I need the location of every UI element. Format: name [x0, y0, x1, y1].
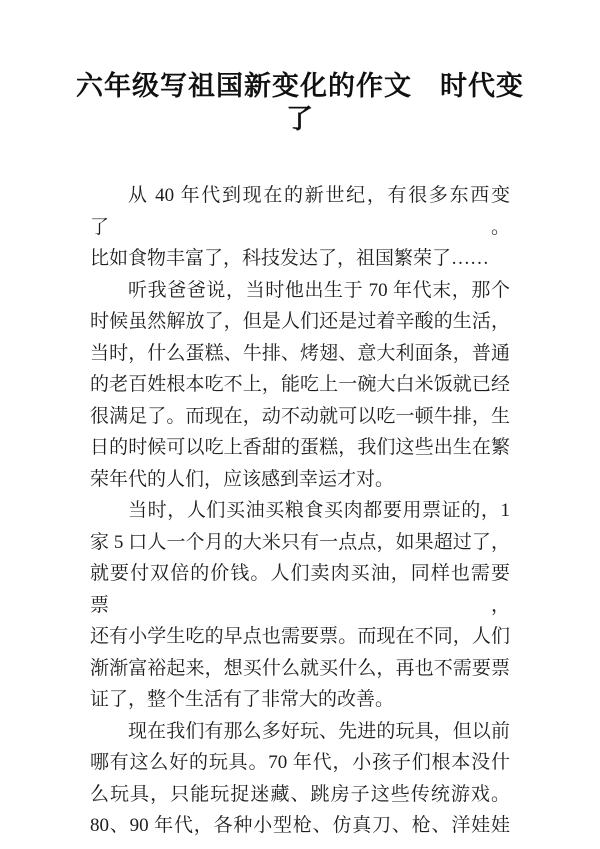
text-line: 渐渐富裕起来，想买什么就买什么，再也不需要票	[90, 657, 510, 679]
text-line: 现在我们有那么多好玩、先进的玩具，但以前	[128, 720, 510, 742]
text-line: 哪有这么好的玩具。70 年代，小孩子们根本没什	[90, 752, 510, 773]
text-line: 80、90 年代，各种小型枪、仿真刀、枪、洋娃娃	[90, 815, 510, 836]
paragraph	[90, 495, 510, 716]
document-title	[0, 0, 600, 136]
document-title-line-2: 了	[286, 104, 314, 134]
text-line: 荣年代的人们，应该感到幸运才对。	[90, 468, 395, 490]
text-line: 很满足了。而现在，动不动就可以吃一顿牛排，生	[90, 405, 510, 427]
text-line: 日的时候可以吃上香甜的蛋糕，我们这些出生在繁	[90, 437, 510, 458]
text-line: 就要付双倍的价钱。人们卖肉买油，同样也需要票，	[90, 563, 510, 616]
text-line: 家 5 口人一个月的大米只有一点点，如果超过了，	[90, 531, 510, 553]
paragraph	[90, 275, 510, 496]
document-body	[0, 180, 600, 842]
paragraph	[90, 716, 510, 842]
text-line: 当时，人们买油买粮食买肉都要用票证的，1	[128, 500, 510, 521]
text-line: 从 40 年代到现在的新世纪，有很多东西变了。	[90, 185, 510, 238]
paragraph	[90, 180, 510, 275]
text-line: 的老百姓根本吃不上，能吃上一碗大白米饭就已经	[90, 374, 510, 395]
text-line: 么玩具，只能玩捉迷藏、跳房子这些传统游戏。	[90, 783, 510, 805]
text-line: 当时，什么蛋糕、牛排、烤翅、意大利面条，普通	[90, 342, 510, 364]
text-line: 证了，整个生活有了非常大的改善。	[90, 689, 395, 710]
text-line: 比如食物丰富了，科技发达了，祖国繁荣了……	[90, 248, 490, 269]
text-line: 听我爸爸说，当时他出生于 70 年代末，那个	[128, 279, 510, 301]
text-line: 还有小学生吃的早点也需要票。而现在不同，人们	[90, 626, 510, 647]
text-line: 时候虽然解放了，但是人们还是过着辛酸的生活，	[90, 311, 510, 332]
document-title-line-1: 六年级写祖国新变化的作文 时代变	[76, 71, 524, 101]
